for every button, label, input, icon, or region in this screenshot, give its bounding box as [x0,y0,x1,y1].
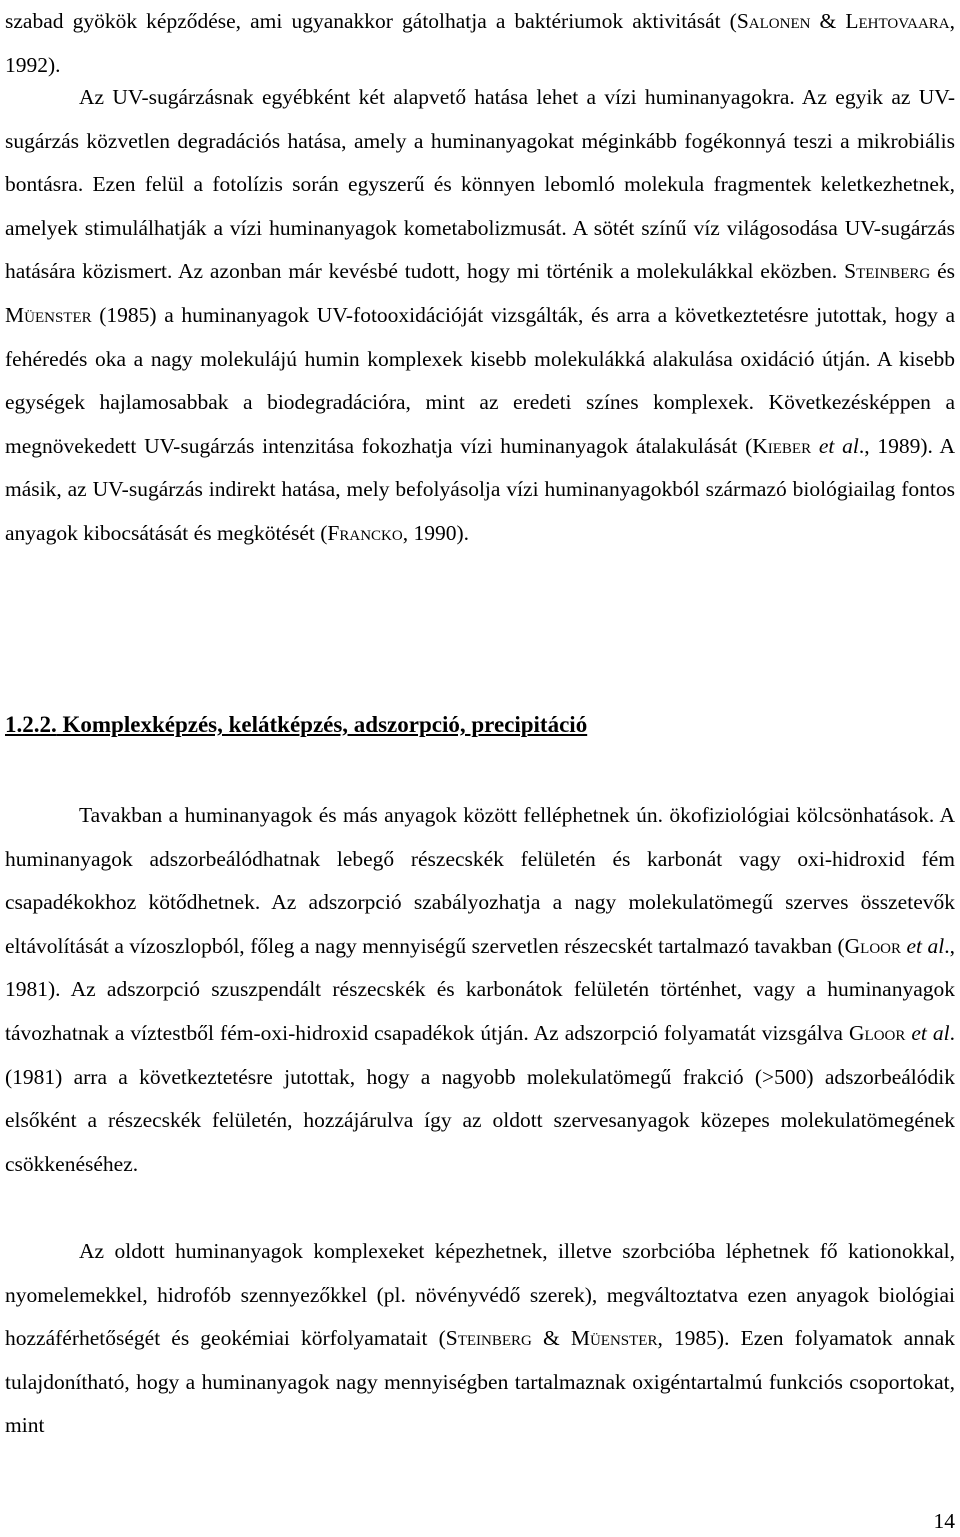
paragraph-complexation [5,794,955,1186]
text-run: & [531,1326,571,1351]
section-number: 1.2.2. [5,712,57,737]
author-name: Müenster [5,302,92,327]
text-run: , 1992). [5,9,955,77]
paragraph-cation-complexes [5,1230,955,1448]
text-run: , 1985). Ezen folyamatok annak tulajdonítható, hogy a huminanyagok nagy mennyiségben tartalmaznak oxigéntartalmú funkciós csoportokat, mint [5,1326,955,1438]
paragraph-uv-radiation [5,76,955,556]
text-run: szabad gyökök képződése, ami ugyanakkor gátolhatja a baktériumok aktivitását ( [5,9,737,33]
et-al: et al [906,933,945,958]
author-name: Salonen [736,9,811,33]
text-run: ., 1981). Az adszorpció szuszpendált részecskék és karbonátok felületén történhet, vagy a huminanyagok távozhatnak a víztestből fém-oxi-hidroxid csapadékok útján. Az adszorpció folyamatát vizsgálva [5,933,955,1045]
text-run: ., 1989). A másik, az UV-sugárzás indirekt hatása, mely befolyásolja vízi huminanyagokból származó biológiailag fontos anyagok kibocsátását és megkötését ( [5,433,955,545]
text-run: Tavakban a huminanyagok és más anyagok között felléphetnek ún. ökofiziológiai kölcsönhatások. A huminanyagok adszorbeálódhatnak lebegő részecskék felületén és karbonát vagy oxi-hidroxid fém csapadékokhoz kötődhetnek. Az adszorpció szabályozhatja a nagy molekulatömegű szerves összetevők eltávolítását a vízoszlopból, főleg a nagy mennyiségű szervetlen részecskét tartalmazó tavakban ( [5,803,955,958]
author-name: Kieber [752,433,812,458]
paragraph-intro-continuation [5,0,955,87]
author-name: Gloor [844,933,901,958]
text-run: & [810,9,846,33]
text-run: Az oldott huminanyagok komplexeket képezhetnek, illetve szorbcióba léphetnek fő kationokkal, nyomelemekkel, hidrofób szennyezőkkel (pl. növényvédő szerek), megváltoztatva ezen anyagok biológiai hozzáférhetőségét és geokémiai körfolyamatait ( [5,1239,955,1351]
author-name: Gloor [849,1020,906,1045]
et-al: et al [818,433,859,458]
text-run: , 1990). [402,520,470,545]
text-run: (1985) a huminanyagok UV-fotooxidációját vizsgálták, és arra a következtetésre jutottak, hogy a fehéredés oka a nagy molekulájú humin komplexek kisebb molekulákká alakulása oxidáció útján. A kisebb egységek hajlamosabbak a biodegradációra, mint az eredeti színes komplexek. Következésképpen a megnövekedett UV-sugárzás intenzitása fokozhatja vízi huminanyagok átalakulását ( [5,302,955,458]
page-number: 14 [933,1509,955,1533]
section-heading [5,712,587,738]
text-run: és [930,259,955,284]
author-name: Müenster [570,1326,658,1351]
text-run: . (1981) arra a következtetésre jutottak, hogy a nagyobb molekulatömegű frakció (>500) adszorbeálódik elsőként a részecskék felületén, hozzájárulva így az oldott szervesanyagok közepes molekulatömegének csökkenéséhez. [5,1020,956,1176]
text-run: Az UV-sugárzásnak egyébként két alapvető hatása lehet a vízi huminanyagokra. Az egyik az UV-sugárzás közvetlen degradációs hatása, amely a huminanyagokat méginkább fogékonnyá teszi a mikrobiális bontásra. Ezen felül a fotolízis során egyszerű és könnyen lebomló molekula fragmentek keletkezhetnek, amelyek stimulálhatják a vízi huminanyagok kometabolizmusát. A sötét színű víz világosodása UV-sugárzás hatására közismert. Az azonban már kevésbé tudott, hogy mi történik a molekulákkal eközben. [5,85,955,284]
section-title: Komplexképzés, kelátképzés, adszorpció, precipitáció [56,712,588,737]
author-name: Steinberg [844,259,931,284]
et-al: et al [911,1020,950,1045]
author-name: Francko [327,520,403,545]
author-name: Steinberg [445,1326,532,1351]
author-name: Lehtovaara [845,9,950,33]
